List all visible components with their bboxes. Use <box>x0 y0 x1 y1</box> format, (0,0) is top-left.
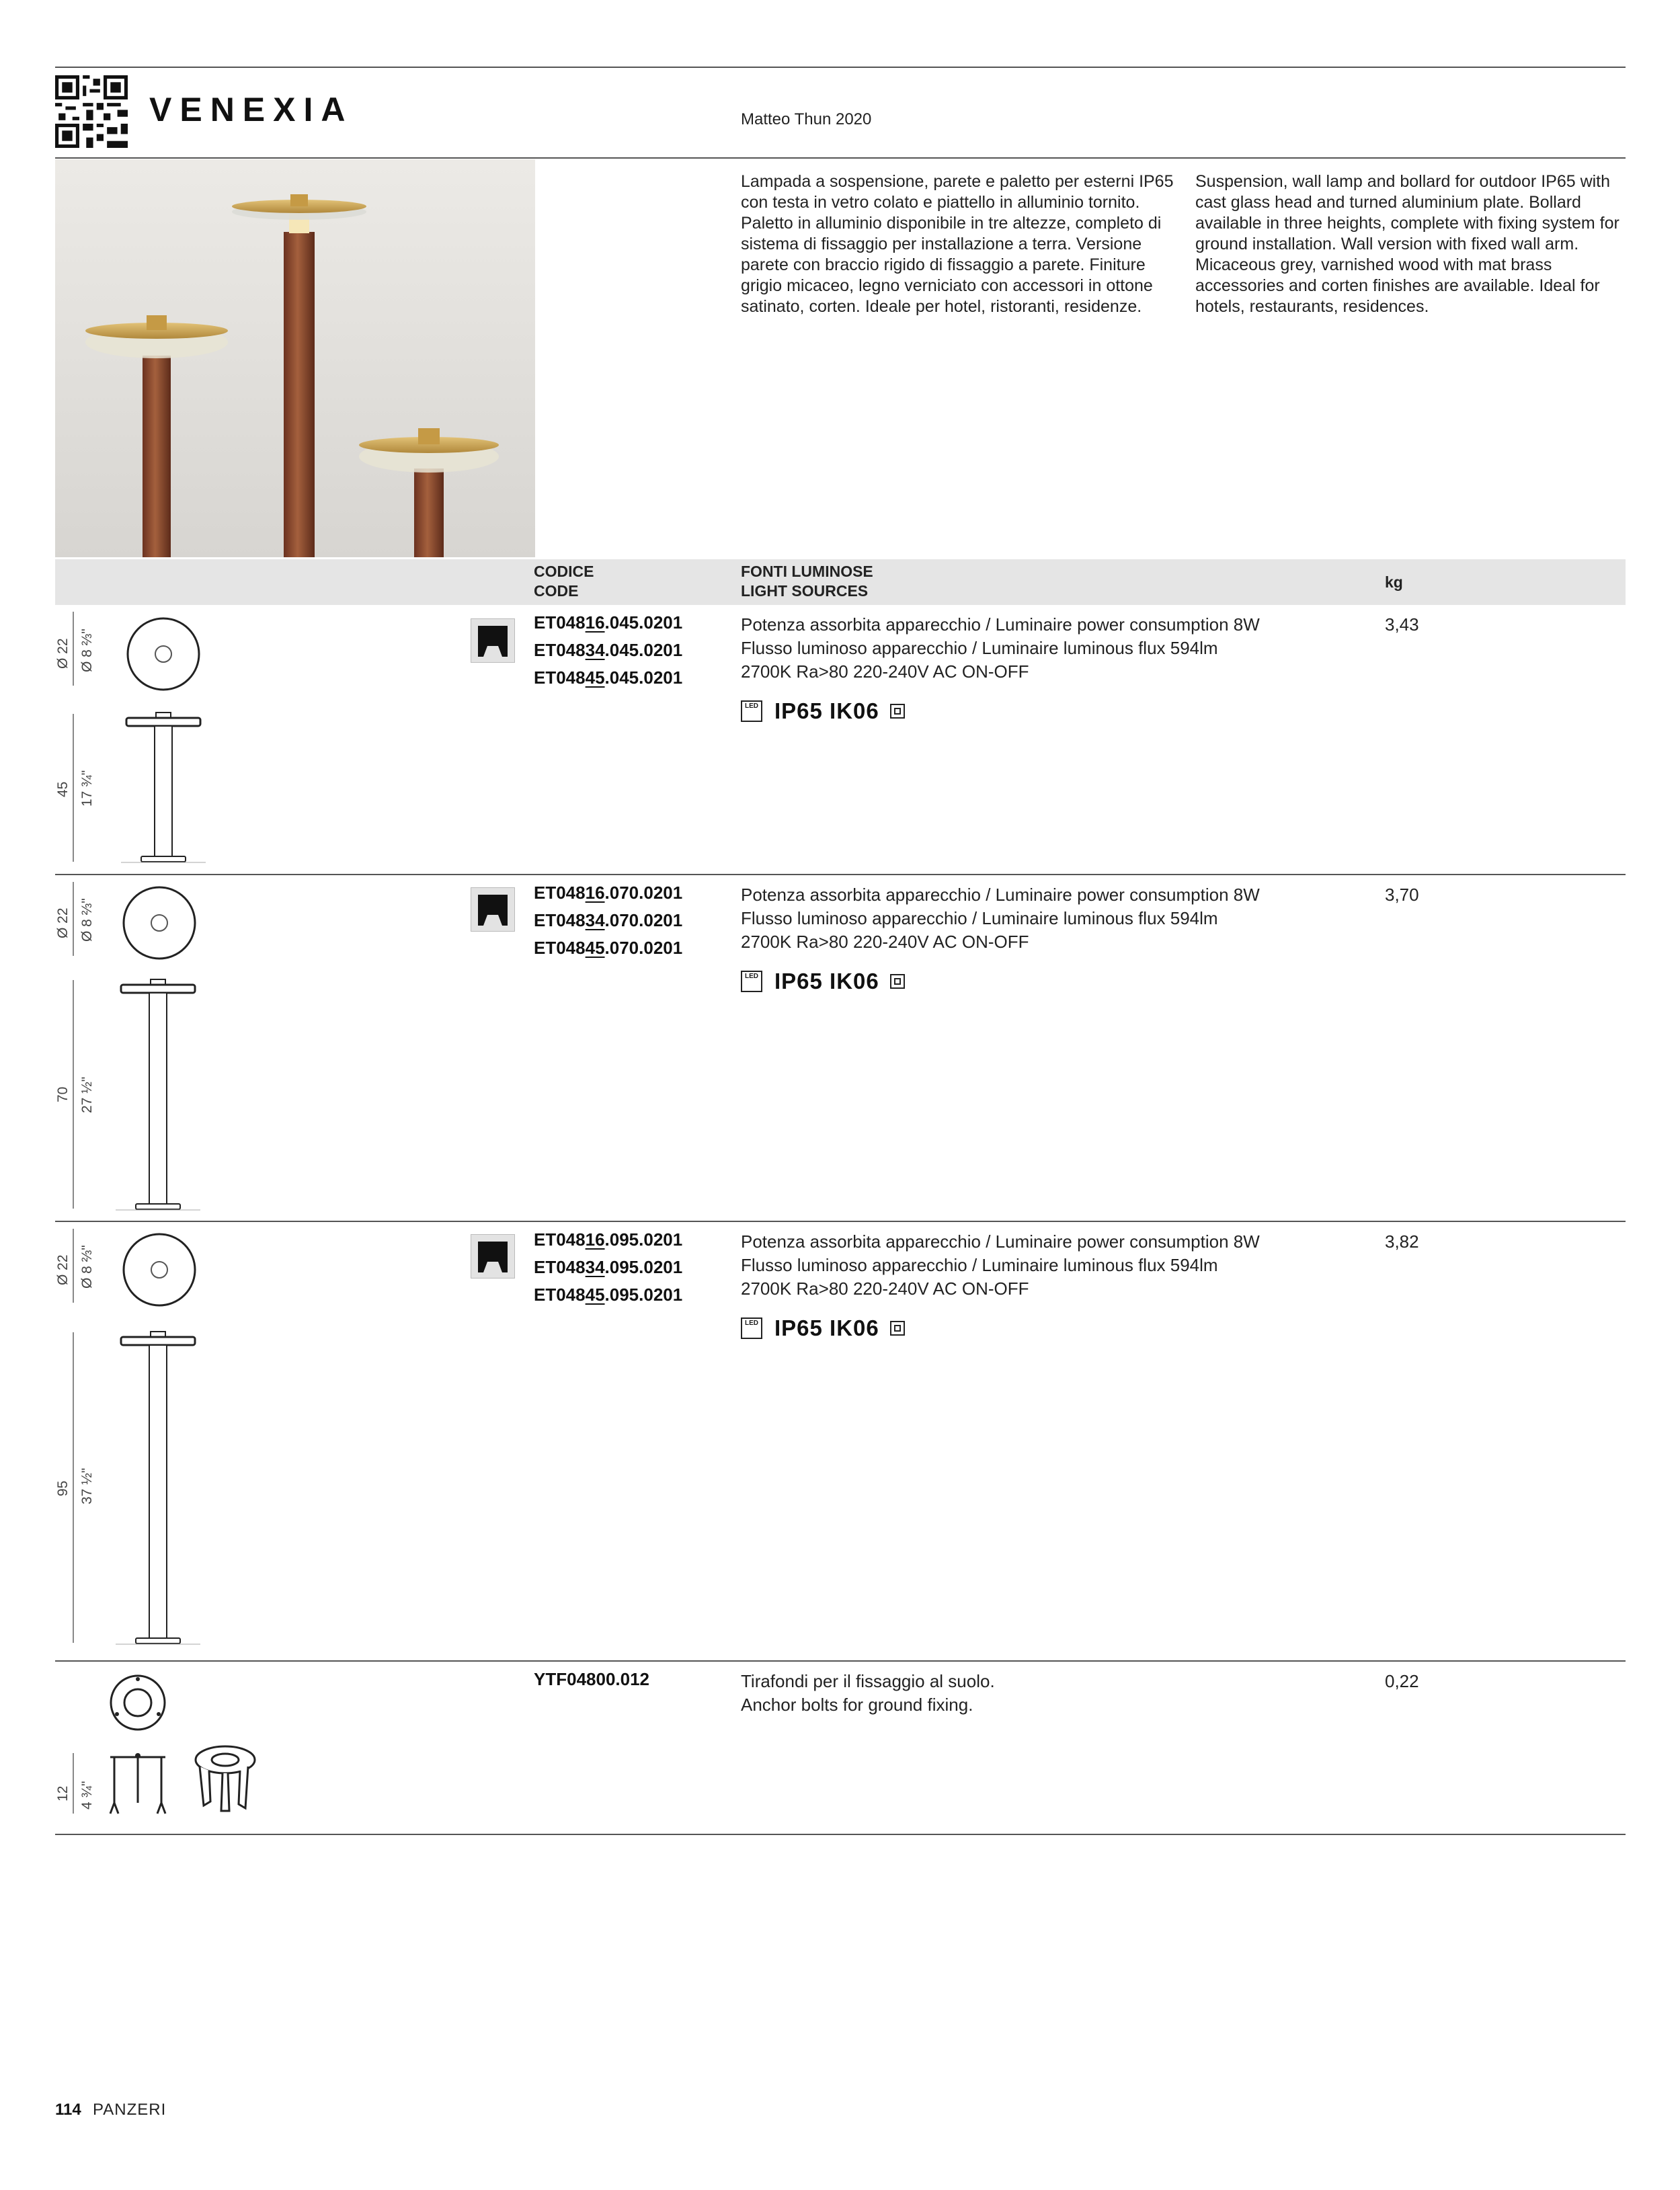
product-code: ET04834.045.0201 <box>534 640 683 660</box>
class-ii-icon <box>890 704 905 719</box>
ratings-row <box>741 968 905 995</box>
dim-line <box>73 714 74 862</box>
description-english: Suspension, wall lamp and bollard for outdoor IP65 with cast glass head and turned aluminium plate. Bollard available in three heights, complete with fixing system for ground installation. Wall version with fixed wall arm. Micaceous grey, varnished wood with mat brass accessories and corten finishes are available. Ideal for hotels, restaurants, residences. <box>1195 172 1619 316</box>
header-weight: kg <box>1385 573 1403 591</box>
dim-diameter-in: Ø 8 ⅔" <box>79 898 95 942</box>
dim-height-cm: 45 <box>55 781 71 797</box>
led-icon: LED <box>741 700 762 722</box>
product-code: ET04816.070.0201 <box>534 883 683 903</box>
header-code: CODICE CODE <box>534 563 594 600</box>
ratings-row <box>741 1315 905 1342</box>
dim-diameter-cm: Ø 22 <box>55 638 71 669</box>
product-codes <box>534 879 682 962</box>
dim-height-cm: 12 <box>55 1785 71 1801</box>
header-light-sources: FONTI LUMINOSE LIGHT SOURCES <box>741 563 873 600</box>
accessory-code: YTF04800.012 <box>534 1669 650 1689</box>
anchor-bolts-perspective <box>192 1741 259 1815</box>
dim-line <box>73 1753 74 1814</box>
product-code: ET04834.070.0201 <box>534 910 683 930</box>
anchor-bolts-side-view <box>108 1753 168 1815</box>
dim-height-in: 27 ½" <box>79 1076 95 1113</box>
footer-brand: PANZERI <box>93 2101 167 2119</box>
light-source-spec: Potenza assorbita apparecchio / Luminaire power consumption 8W Flusso luminoso apparecchio / Luminaire luminous flux 594lm 2700K Ra>80 220-240V AC ON-OFF <box>741 1231 1260 1299</box>
top-view-drawing <box>125 616 202 692</box>
row-divider <box>55 1660 1626 1662</box>
designer-credit: Matteo Thun 2020 <box>741 110 872 128</box>
top-rule <box>55 67 1626 68</box>
light-source-spec: Potenza assorbita apparecchio / Luminaire power consumption 8W Flusso luminoso apparecchio / Luminaire luminous flux 594lm 2700K Ra>80 220-240V AC ON-OFF <box>741 614 1260 682</box>
dim-diameter-in: Ø 8 ⅔" <box>79 628 95 672</box>
class-ii-icon <box>890 1321 905 1336</box>
dim-line <box>73 1229 74 1303</box>
dim-height-cm: 95 <box>55 1480 71 1496</box>
dim-diameter-in: Ø 8 ⅔" <box>79 1245 95 1289</box>
dim-line <box>73 1332 74 1643</box>
ip-ik-rating: IP65 IK06 <box>774 1315 879 1340</box>
dim-height-in: 37 ½" <box>79 1467 95 1504</box>
dim-line <box>73 612 74 686</box>
product-codes <box>534 609 682 692</box>
accessory-description: Tirafondi per il fissaggio al suolo. Anchor bolts for ground fixing. <box>741 1671 995 1715</box>
side-view-drawing <box>116 978 200 1211</box>
weight-value: 3,70 <box>1385 885 1419 905</box>
led-icon: LED <box>741 1317 762 1339</box>
bollard-type-icon <box>471 618 515 663</box>
dim-diameter-cm: Ø 22 <box>55 1254 71 1285</box>
ratings-row <box>741 698 905 725</box>
side-view-drawing <box>121 711 206 863</box>
weight-value: 3,82 <box>1385 1231 1419 1252</box>
product-code: ET04834.095.0201 <box>534 1257 683 1277</box>
product-code: ET04845.095.0201 <box>534 1285 683 1305</box>
light-source-spec: Potenza assorbita apparecchio / Luminaire power consumption 8W Flusso luminoso apparecchio / Luminaire luminous flux 594lm 2700K Ra>80 220-240V AC ON-OFF <box>741 885 1260 952</box>
product-code: ET04816.095.0201 <box>534 1229 683 1250</box>
qr-code-icon[interactable] <box>55 75 128 148</box>
bollard-type-icon <box>471 887 515 932</box>
bollard-type-icon <box>471 1234 515 1279</box>
product-codes <box>534 1226 682 1309</box>
dim-height-in: 17 ¾" <box>79 770 95 807</box>
top-view-drawing <box>121 885 198 961</box>
top-view-drawing <box>121 1231 198 1308</box>
dim-height-in: 4 ¾" <box>79 1781 95 1810</box>
dim-height-cm: 70 <box>55 1086 71 1102</box>
product-code: ET04845.070.0201 <box>534 938 683 958</box>
weight-value: 3,43 <box>1385 614 1419 635</box>
side-view-drawing <box>116 1330 200 1645</box>
row-divider <box>55 874 1626 875</box>
ip-ik-rating: IP65 IK06 <box>774 698 879 723</box>
product-photo <box>55 159 535 557</box>
page-number: 114 <box>55 2101 81 2119</box>
product-title: VENEXIA <box>149 91 354 128</box>
class-ii-icon <box>890 974 905 989</box>
dim-diameter-cm: Ø 22 <box>55 907 71 938</box>
led-icon: LED <box>741 971 762 992</box>
anchor-plate-top-view <box>108 1672 168 1733</box>
ip-ik-rating: IP65 IK06 <box>774 969 879 993</box>
dim-line <box>73 882 74 956</box>
row-divider <box>55 1834 1626 1835</box>
header-rule <box>55 157 1626 159</box>
description-italian: Lampada a sospensione, parete e paletto per esterni IP65 con testa in vetro colato e piattello in alluminio tornito. Paletto in alluminio disponibile in tre altezze, completo di sistema di fissaggio per installazione a terra. Versione parete con braccio rigido di fissaggio a parete. Finiture grigio micaceo, legno verniciato con accessori in ottone satinato, corten. Ideale per hotel, ristoranti, residenze. <box>741 172 1174 316</box>
row-divider <box>55 1221 1626 1222</box>
product-code: ET04816.045.0201 <box>534 612 683 633</box>
dim-line <box>73 980 74 1209</box>
product-code: ET04845.045.0201 <box>534 667 683 688</box>
weight-value: 0,22 <box>1385 1671 1419 1691</box>
